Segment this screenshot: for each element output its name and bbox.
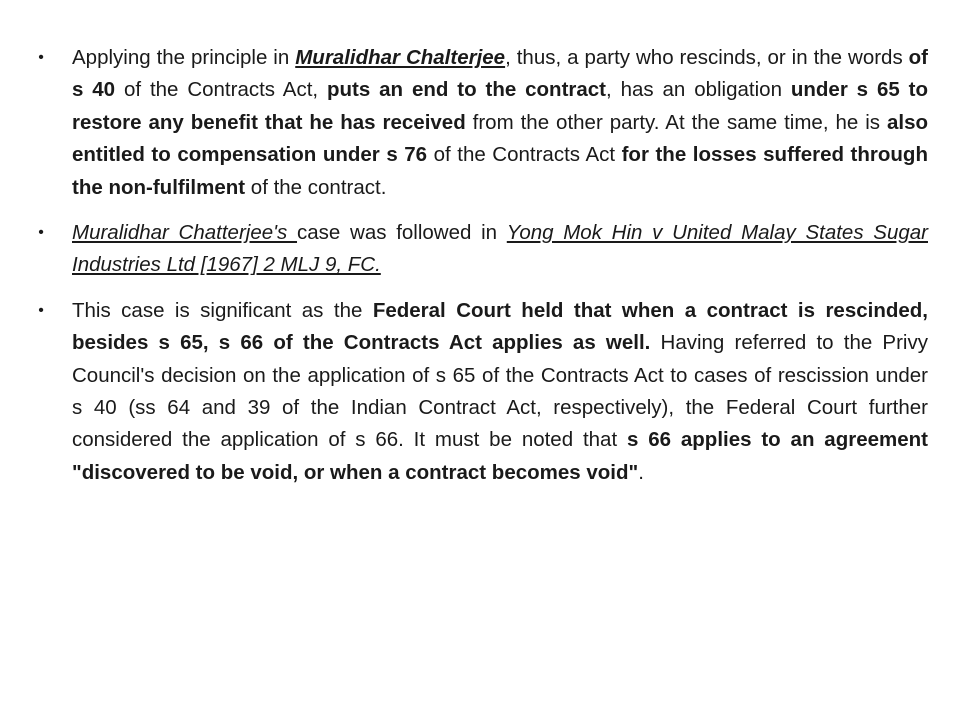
text-run: This case is significant as the	[72, 298, 373, 322]
case-citation: Yong Mok Hin v United Malay States Sugar Industries Ltd [1967] 2 MLJ 9, FC.	[72, 221, 928, 277]
text-run: of the Contracts Act,	[115, 78, 327, 102]
bullet-marker: •	[38, 224, 44, 242]
bullet-marker: •	[38, 49, 44, 66]
text-run: of the Contracts Act	[427, 143, 622, 167]
text-run: , has an obligation	[606, 78, 791, 102]
text-run: .	[638, 460, 644, 484]
case-citation: Muralidhar Chatterjee's	[72, 221, 298, 245]
text-run: , thus, a party who rescinds, or in the words	[505, 46, 909, 69]
text-run: Having referred to the Privy Council's decision on the application of s 65 of the Contracts Act to cases of rescission under s 40 (ss 64 and 39 of the Indian Contract Act, respectively), the Federal Court further considered the application of s 66. It must be noted that	[72, 331, 928, 452]
bullet-marker: •	[38, 301, 44, 319]
text-run: of the contract.	[245, 175, 387, 199]
emphasis-text: under s 65 to restore any benefit that he has received	[72, 78, 928, 134]
bullet-item	[34, 217, 928, 282]
bullet-list	[34, 42, 928, 502]
emphasis-text: also entitled to compensation under s 76	[72, 110, 928, 167]
text-run: Applying the principle in	[72, 46, 296, 69]
emphasis-text: for the losses suffered through the non-fulfilment	[72, 143, 928, 199]
bullet-item	[34, 42, 928, 204]
case-citation: Muralidhar Chalterjee	[295, 46, 506, 69]
emphasis-text: puts an end to the contract	[327, 78, 607, 102]
text-run: from the other party. At the same time, he is	[465, 110, 887, 134]
emphasis-text: Federal Court held that when a contract is rescinded, besides s 65, s 66 of the Contracts Act applies as well.	[72, 298, 928, 355]
text-run: case was followed in	[297, 221, 507, 245]
bullet-item	[34, 295, 928, 489]
emphasis-text: of s 40	[72, 46, 929, 102]
emphasis-text: s 66 applies to an agreement "discovered to be void, or when a contract becomes void"	[72, 428, 928, 484]
